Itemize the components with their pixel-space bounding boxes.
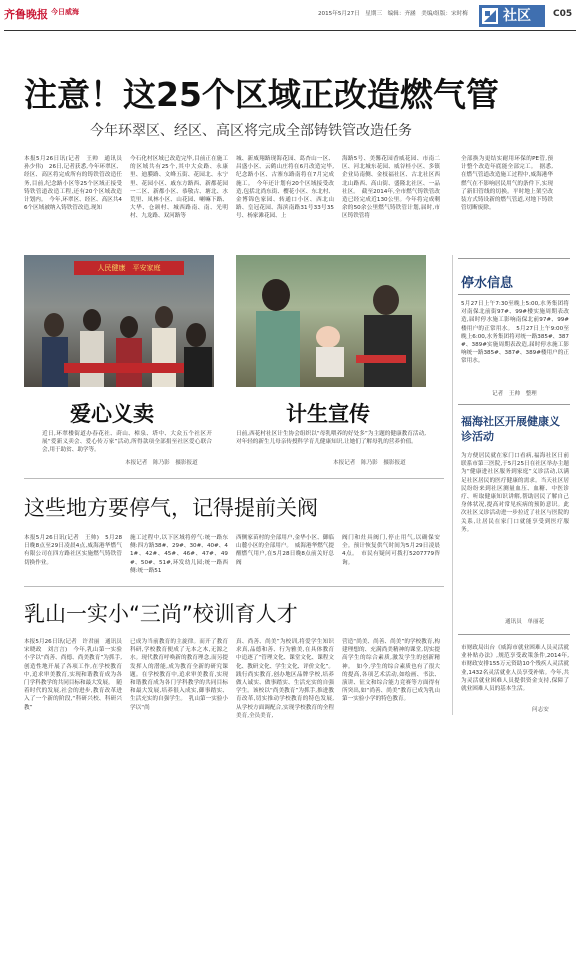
school-column-4: 营造“尚美、尚善、尚美”的学校教育,构建理想的、充满尚美精神的课堂,切实提高学生的综合素质,激发学生的创新精神。 如今,学生的综合素质也有了很大的提高,各项艺术活动,如绘画、书法、演讲、征文和综合能力竞赛等方面得有所突出,如“尚善、尚美”教育已成为乳山第一实验小学的特色教育。 [342,639,440,703]
photo-family-planning [236,255,426,387]
health-clinic-title: 福海社区开展健康义诊活动 [461,415,560,443]
water-notice-title: 停水信息 [461,276,514,291]
section-divider-2 [24,586,444,587]
crowd-illustration [24,255,214,387]
masthead-rule [4,30,576,31]
water-notice-credit: 记者 王帅 整理 [492,391,537,397]
photo-title-family-planning: 计生宣传 [286,402,370,426]
section-title: 社区 [503,8,531,24]
health-clinic-body: 为方便居民就在家门口看病,福海社区日前联系市第三医院,于5月25日在社区举办主题为“健康进社区服务到家庭”义诊活动,以满足社区居民的医疗健康的需求。当天社区居民纷纷来到社区测量血压、血糖、中医诊疗、听取健康知识讲解,帮助居民了解自己身体状况,提高对常见疾病的预防意识。此次社区义诊活动进一步拉近了社区与医院的关系,让居民在家门口就能享受到医疗服务。 [461,453,569,533]
lead-headline: 注意！这25个区域正改造燃气管 [24,75,499,114]
lead-subheadline: 今年环翠区、经区、高区将完成全部铸铁管改造任务 [90,123,412,139]
lead-column-1: 本报5月26日讯(记者 王帅 通讯员 孙少伟) 26日,记者获悉,今年环翠区、经区、高区将完成所有的铸铁管改造任务,目前,纪念路小区等25个区域正接受铸铁管道改造工程,还有20个区域改造计划内。 今年,环翠区、经区、高区共46个区域被纳入铸铁管改造,现知 [24,156,128,212]
gas-column-1: 本报5月26日讯(记者 王帅) 5月28日晚8点至29日凌晨4点,威海港华燃气有限公司在四方路社区实施燃气铸铁管切换作业。 [24,535,122,566]
edition-name: 今日威海 [51,8,79,16]
photo-credit-charity: 本报记者 陈乃影 摄影报道 [125,460,198,466]
photo-banner: 人民健康 平安家庭 [74,261,184,275]
health-clinic-credit: 通讯员 单丽花 [505,619,545,625]
lead-column-3: 城、新威翔路现海花园、葛杏山一区、昌盛小区、云鹤山庄将在6月改造完毕,纪念路小区、古寨东路南将在7月完成施工。 今年还计划有20个区域接受改造,包括北尚东街、樱花小区、东北村、金博锦色家园、转通口小区、西北山路、皇冠花园、海滨南路31号33号35号、杨家滩花园、上 [236,156,334,220]
gas-column-4: 阀门和灶具阀门,停止用气,以确保安全。预计恢复供气时间为5月29日凌晨4点。 市民有疑问可拨打5207779咨询。 [342,535,440,566]
section-icon [482,8,498,24]
brief-body: 市财政局出台《威海市就业困难人员灵活就业补贴办法》,规范享受政策条件,2014年,市财政安排155万元资助10个残疾人灵活就业,1432名灵活就业人员享受补贴。今年,共为灵活就业困难人员提供资金支持,保障了就业困难人员的基本生活。 [461,645,569,693]
water-notice-body: 5月27日上午7:30至晚上5:00,水务集团将对南保北前街97#、99#楼实施周期表改造,届时停水施工影响南保北前97#、99#楼用户的正常用水。 5月27日上午9:00至晚上6:00,水务集团将对统一路385#、387#、389#实施周期表改造,届时停水施工影响统一路385#、387#、389#楼用户的正常用水。 [461,301,569,365]
photo-credit-family-planning: 本报记者 陈乃影 摄影报道 [333,460,406,466]
water-title-rule [458,258,570,259]
gas-column-2: 施工过程中,以下区域将停气:统一路东侧:四方路38#、29#、30#、40#、41#、42#、45#、46#、47#、49#、50#、51#,环发幼儿园;统一路西侧:统一路51 [130,535,228,574]
page-number: C05 [553,9,573,19]
photo-caption-charity: 近日,环翠楼街道办春花社、莳山、樟泉、塔中、大众五个社区开展“爱新义卖会、爱心传万家”活动,所得款项全部捐至社区爱心联合会,用于助贫、助学等。 [42,431,212,454]
photo-charity-sale [24,255,214,387]
health-title-rule [458,404,570,405]
section-divider-1 [24,478,444,479]
photo-caption-family-planning: 日前,西花村社区计生协会组织以“母乳喂养的好处多”为主题的健康教育活动,对年轻的新生儿母亲传授科学育儿健康知识,让她们了解母乳的营养价值。 [236,431,426,446]
photo-title-charity: 爱心义卖 [70,402,154,426]
lead-column-2: 今石化村区域已改造完毕,目前正在施工的区域共有25个,其中大众路、永康里、迪膜路、文峰五街、花园北、永宁里、花园小区、戚东方路西、新都花园一二区、新都小区、恭敬古、塘北、水荒里、凤林小区、山花园、喇嘛下路、大华、仓颉村、城西路南、南、光明村、九龙路、双河路等 [130,156,228,220]
brief-rule [458,634,570,635]
school-column-3: 真、尚善、尚美”为校训,将爱学生知识求真,品德和善、行为雅美,在具体教育中追逐了“管理文化、课堂文化、课程文化、教研文化、学生文化、评价文化”。践行尚实教育,创办地区品牌学校,培养做人诚实、做事踏实、生活充实的自强学生。该校以“尚美教育”为抓手,推进教育改革,切实推动学校教育的特色发展,从学校方面调配合,实现学校教育的全程美育,全员美育, [236,639,334,719]
dateline: 2015年5月27日 星期三 编辑：齐涵 美编/组版：宋时梅 [318,11,468,17]
brief-credit: 问志安 [532,707,549,713]
mother-baby-illustration [236,255,426,387]
section-box [479,5,545,27]
school-column-2: 已成为当前教育的主旋律。而开了教育科研,学校教育便成了无本之木,无源之水。现代教育呼唤新的教育理念,而另提发挥人的潜能,成为教育全新的研究课题。在学校教育中,追求审美教育,实现和谐教育成为各门学科教学的共同目标和最大发展,培养很入成实,御事踏实、生活充实的自强学生。 乳山第一实验小学以“尚 [130,639,228,711]
school-column-1: 本报5月26日讯(记者 许君丽 通讯员 宋晓政 刘言言) 今年,乳山第一实验小学以“尚善、尚德、尚美教育”为抓手,创造性地开展了各项工作,在学校教育中,追求审美教育,实现和谐教育成为各门学科教学的共同目标和最大发展。 随着时代的发展,社会的进步,教育改革进入了一个新的阶段,“科研兴校、科研兴教” [24,639,128,711]
water-title-underline [458,294,570,295]
school-motto-headline: 乳山一实小“三尚”校训育人才 [24,602,298,626]
lead-column-5: 全部换为更结实耐用环保的PE管,预计整个改造年底能全部完工。 据悉,在燃气管道改造施工过程中,威海港华燃气在不影响居民用气的条件下,实现了新旧管线的切换。平时地上架空改装方式铸设新的燃气管道,对地下铸铁管切断废除。 [461,156,553,212]
gas-column-3: 西侧家苗村的全部用户,金华小区、御临山麓小区的全部用户。 威海港华燃气提醒燃气用户,在5月28日晚8点前关好总阀 [236,535,334,566]
newspaper-logo: 齐鲁晚报 [4,8,48,21]
masthead [0,0,580,34]
sidebar-divider [452,255,453,715]
lead-column-4: 海路5号、美馨花园香威花园、市南二区、河北城东花园、威谷桂小区、多镇企业局南侧、金枝福社区、古北社区西北山路西、高山街、盛隆北社区、一品社区。 截至2014年,全市燃气铸铁管改造已经完成近130公里。今年将完成剩余的50余公里燃气铸铁管计划,届时,市区铸铁管将 [342,156,440,220]
gas-shutoff-headline: 这些地方要停气，记得提前关阀 [24,496,318,520]
